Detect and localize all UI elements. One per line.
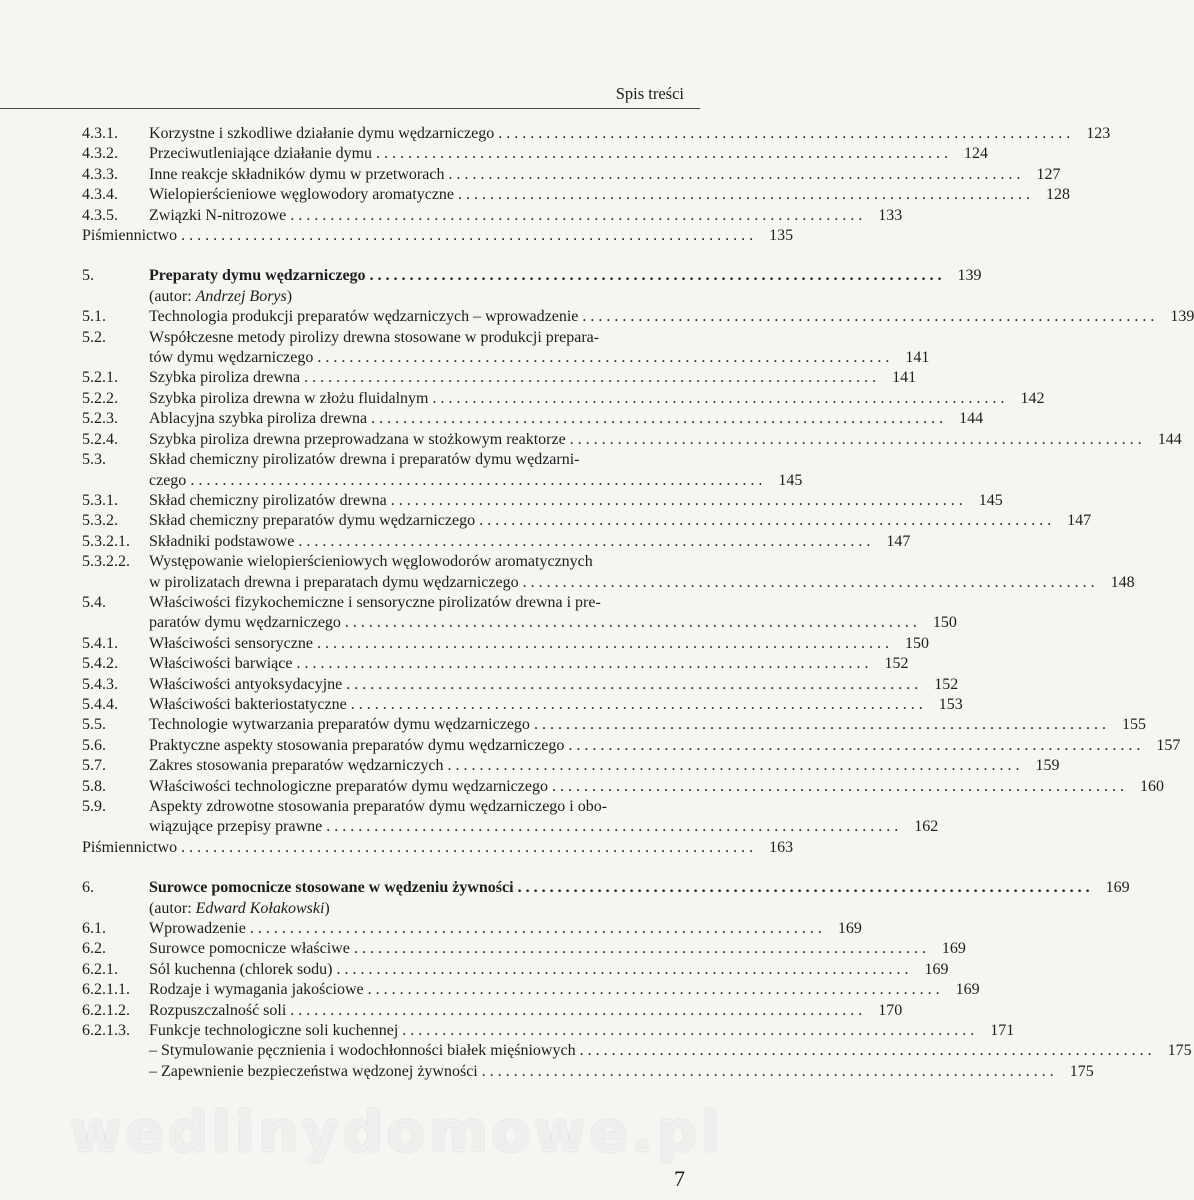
toc-entry [82,124,1111,144]
running-head: Spis treści [615,84,684,103]
toc-page-number: 175 [1167,1042,1192,1060]
toc-entry-number: 5.4.2. [82,655,118,673]
toc-page-number: 169 [924,960,949,978]
toc-entry-title: Właściwości antyoksydacyjne . . . [149,675,918,695]
toc-entry-title: Szybka piroliza drewna . . . [149,368,876,388]
watermark: wedlinydomowe.pl [70,1100,725,1165]
toc-entry-number: 5.4.4. [82,695,118,713]
author-suffix: ) [286,287,293,305]
toc-page-number: 175 [1069,1062,1094,1080]
toc-page-number: 144 [1157,430,1182,448]
toc-entry [82,511,1092,531]
toc-entry-number [82,1041,149,1061]
toc-entry [82,736,1181,756]
toc-entry [82,960,949,980]
toc-entry-number: 5.2.1. [82,369,118,387]
author-name: Andrzej Borys [195,287,287,305]
toc-entry-title: Ablacyjna szybka piroliza drewna . . . [149,409,943,429]
toc-entry-title: Zakres stosowania preparatów wędzarniczych . . . [149,756,1020,776]
toc-entry [82,777,1164,797]
toc-page-number: 135 [769,227,794,245]
toc-entry [82,715,1146,735]
toc-entry-number: 6. [82,879,94,897]
toc-page-number: 127 [1036,165,1061,183]
toc-entry [82,206,903,226]
toc-page-number: 159 [1035,757,1060,775]
toc-entry [82,1001,903,1021]
toc-entry [82,552,1135,593]
toc-entry-title: Skład chemiczny pirolizatów drewna i preparatów dymu wędzarni- [149,451,580,469]
toc-entry-title: Rozpuszczalność soli . . . [149,1001,862,1021]
toc-page-number: 152 [934,675,959,693]
toc-entry [82,939,966,959]
toc-entry-number: 6.2.1. [82,960,118,978]
toc-entry-number: 5.3.2.2. [82,553,130,571]
author-prefix: (autor: [149,287,196,305]
header-rule [0,108,700,109]
toc-entry-number: 5.4.3. [82,675,118,693]
toc-page-number: 139 [957,267,982,285]
toc-page-number: 141 [905,349,930,367]
toc-entry-number: 4.3.4. [82,186,118,204]
toc-entry-title: Surowce pomocnicze właściwe . . . [149,939,926,959]
toc-entry-title: w pirolizatach drewna i preparatach dymu wędzarniczego . . . [149,573,1095,593]
page-number: 7 [674,1166,685,1191]
toc-entry [82,593,957,634]
toc-page-number: 171 [990,1022,1015,1040]
toc-page-number: 144 [959,410,984,428]
toc-entry-title: Inne reakcje składników dymu w przetworach . . . [149,165,1020,185]
toc-page-number: 169 [837,920,862,938]
toc-entry-title: Przeciwutleniające działanie dymu . . . [149,144,948,164]
toc-page-number: 145 [978,491,1003,509]
toc-entry-number: 5.2.3. [82,410,118,428]
toc-entry [82,165,1061,185]
toc-entry [82,389,1045,409]
toc-entry-title: Właściwości barwiące . . . [149,654,868,674]
toc-entry-number: 4.3.3. [82,165,118,183]
toc-entry [82,1062,1094,1082]
toc-entry [82,695,963,715]
toc-entry-title: Aspekty zdrowotne stosowania preparatów dymu wędzarniczego i obo- [149,798,608,815]
toc-entry-number: 6.2.1.1. [82,981,130,999]
toc-page-number: 169 [955,981,980,999]
toc-entry-title: wiązujące przepisy prawne . . . [149,817,898,837]
toc-chapter-entry [82,266,982,307]
toc-page-number: 169 [941,940,966,958]
toc-entry-title: Wprowadzenie . . . [149,919,822,939]
toc-entry-title: Właściwości technologiczne preparatów dymu wędzarniczego . . . [149,777,1124,797]
table-of-contents [82,124,1194,1082]
toc-entry-title: Funkcje technologiczne soli kuchennej . . . [149,1021,974,1041]
toc-entry-title: Korzystne i szkodliwe działanie dymu wędzarniczego . . . [149,124,1070,144]
toc-entry-title: Wielopierścieniowe węglowodory aromatyczne . . . [149,185,1030,205]
toc-entry-number: 5.7. [82,757,106,775]
toc-entry-number: 4.3.2. [82,145,118,163]
toc-entry-title: – Stymulowanie pęcznienia i wodochłonności białek mięśniowych . . . [149,1041,1152,1061]
toc-entry [82,491,1003,511]
toc-entry-number [82,1062,149,1082]
toc-entry [82,144,989,164]
toc-page-number: 123 [1086,125,1111,142]
toc-entry [82,328,930,369]
toc-entry [82,675,959,695]
toc-entry [82,919,862,939]
toc-entry-title: Technologie wytwarzania preparatów dymu wędzarniczego . . . [149,715,1106,735]
toc-entry-number: 5.3.1. [82,491,118,509]
toc-entry-title: Występowanie wielopierścieniowych węglowodorów aromatycznych [149,553,593,571]
toc-page-number: 157 [1156,736,1181,754]
chapter-author [149,899,1130,919]
toc-entry-number: 5.1. [82,308,106,326]
toc-chapter-entry [82,878,1130,919]
toc-page-number: 145 [778,471,803,489]
toc-entry-title: Współczesne metody pirolizy drewna stosowane w produkcji prepara- [149,328,600,346]
toc-entry-number: 5. [82,267,94,285]
toc-entry-title: Piśmiennictwo . . . [82,226,753,246]
toc-entry-number: 5.3.2.1. [82,532,130,550]
toc-entry-title: Piśmiennictwo . . . [82,838,753,858]
toc-entry [82,430,1182,450]
toc-entry-title: Właściwości fizykochemiczne i sensoryczne pirolizatów drewna i pre- [149,593,601,611]
toc-page-number: 162 [914,818,939,836]
toc-entry-title: – Zapewnienie bezpieczeństwa wędzonej żywności . . . [149,1062,1054,1082]
toc-entry [82,634,929,654]
toc-bibliography-entry [82,226,794,246]
toc-page-number: 124 [964,145,989,163]
toc-entry [82,532,911,552]
toc-entry [82,185,1071,205]
toc-entry-number: 4.3.5. [82,206,118,224]
toc-page-number: 170 [878,1001,903,1019]
section-gap [82,858,684,878]
toc-page-number: 147 [886,532,911,550]
section-gap [82,246,684,266]
toc-entry-title: tów dymu wędzarniczego . . . [149,348,889,368]
toc-entry-number: 5.8. [82,777,106,795]
toc-entry-title: Składniki podstawowe . . . [149,532,870,552]
toc-page-number: 139 [1170,308,1194,326]
toc-entry-number: 5.2.4. [82,430,118,448]
toc-page-number: 142 [1020,389,1045,407]
chapter-author [149,287,982,307]
toc-entry-title: Skład chemiczny preparatów dymu wędzarniczego . . . [149,511,1051,531]
toc-entry-title: Sól kuchenna (chlorek sodu) . . . [149,960,909,980]
toc-entry [82,307,1194,327]
toc-entry-title: Szybka piroliza drewna w złożu fluidalnym . . . [149,389,1004,409]
toc-entry [82,368,917,388]
toc-entry-title: paratów dymu wędzarniczego . . . [149,613,917,633]
toc-entry-number: 6.2. [82,940,106,958]
toc-page-number: 150 [904,634,929,652]
toc-entry-title: Związki N-nitrozowe . . . [149,206,862,226]
toc-entry-title: Szybka piroliza drewna przeprowadzana w stożkowym reaktorze . . . [149,430,1142,450]
toc-entry-title: Preparaty dymu wędzarniczego . . . [149,266,942,286]
toc-entry [82,654,909,674]
toc-entry-title: Technologia produkcji preparatów wędzarniczych – wprowadzenie . . . [149,307,1154,327]
author-name: Edward Kołakowski [195,899,325,917]
toc-page-number: 169 [1105,879,1130,897]
toc-entry-title: Właściwości bakteriostatyczne . . . [149,695,923,715]
toc-entry [82,409,984,429]
toc-entry [82,797,939,838]
toc-entry-number: 6.1. [82,920,106,938]
toc-page-number: 141 [892,369,917,387]
toc-entry [82,450,803,491]
toc-entry-number: 5.2.2. [82,389,118,407]
author-suffix: ) [324,899,330,917]
toc-entry-number: 5.6. [82,736,106,754]
toc-page-number: 163 [769,838,794,856]
toc-entry-number: 5.3.2. [82,512,118,530]
toc-page-number: 155 [1121,716,1146,734]
toc-page-number: 160 [1139,777,1164,795]
toc-page-number: 148 [1110,573,1135,591]
toc-entry [82,980,980,1000]
toc-page-number: 133 [878,206,903,224]
toc-entry-title: Właściwości sensoryczne . . . [149,634,889,654]
author-prefix: (autor: [149,899,196,917]
toc-entry-number: 4.3.1. [82,125,118,142]
toc-page-number: 153 [938,695,963,713]
toc-entry [82,1021,1015,1041]
toc-entry-number: 5.9. [82,798,106,815]
toc-entry-number: 6.2.1.2. [82,1001,130,1019]
toc-bibliography-entry [82,838,794,858]
toc-entry-title: czego . . . [149,471,762,491]
toc-page-number: 128 [1046,186,1071,204]
toc-entry-title: Skład chemiczny pirolizatów drewna . . . [149,491,963,511]
toc-entry-title: Surowce pomocnicze stosowane w wędzeniu żywności . . . [149,878,1090,898]
toc-entry-number: 5.4.1. [82,634,118,652]
toc-entry-number: 5.5. [82,716,106,734]
toc-page-number: 152 [884,655,909,673]
toc-entry-number: 5.2. [82,328,106,346]
toc-entry-number: 5.3. [82,451,106,469]
toc-page-number: 147 [1067,512,1092,530]
toc-entry [82,1041,1192,1061]
toc-page-number: 150 [932,614,957,632]
toc-entry-title: Rodzaje i wymagania jakościowe . . . [149,980,940,1000]
toc-entry-title: Praktyczne aspekty stosowania preparatów dymu wędzarniczego . . . [149,736,1140,756]
toc-entry-number: 6.2.1.3. [82,1022,130,1040]
toc-entry [82,756,1060,776]
toc-entry-number: 5.4. [82,593,106,611]
